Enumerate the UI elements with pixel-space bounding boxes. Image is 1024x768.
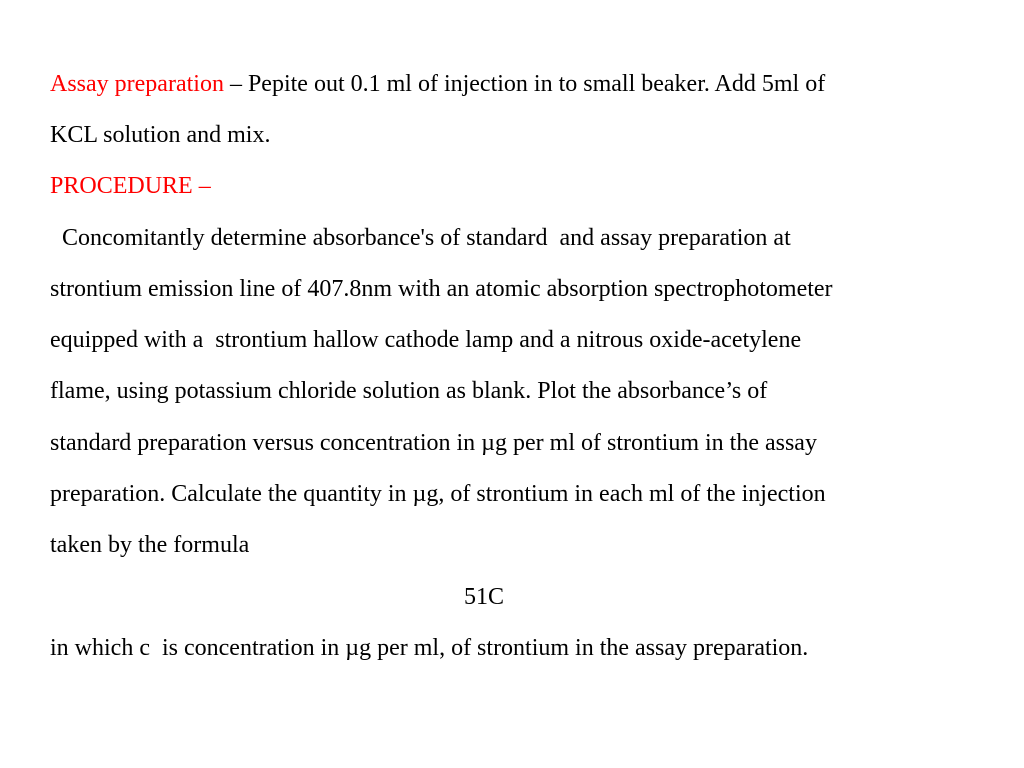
procedure-line-1: Concomitantly determine absorbance's of standard and assay preparation at [50, 225, 791, 251]
assay-preparation-text: – Pepite out 0.1 ml of injection in to small beaker. Add 5ml of [223, 71, 826, 97]
procedure-line-3: equipped with a strontium hallow cathode lamp and a nitrous oxide-acetylene [50, 327, 802, 353]
procedure-line-2: strontium emission line of 407.8nm with an atomic absorption spectrophotometer [50, 276, 833, 302]
procedure-line-7: taken by the formula [50, 532, 250, 558]
assay-paragraph-line-2: KCL solution and mix. [50, 122, 271, 148]
procedure-line-5: standard preparation versus concentration in µg per ml of strontium in the assay [50, 430, 817, 456]
assay-preparation-heading: Assay preparation [50, 71, 224, 97]
formula-explanation: in which c is concentration in µg per ml, of strontium in the assay preparation. [50, 635, 809, 661]
formula: 51C [464, 584, 505, 610]
procedure-heading: PROCEDURE – [50, 173, 211, 199]
assay-paragraph-line-1 [50, 72, 825, 96]
procedure-line-4: flame, using potassium chloride solution as blank. Plot the absorbance’s of [50, 378, 768, 404]
procedure-line-6: preparation. Calculate the quantity in µg, of strontium in each ml of the injection [50, 481, 826, 507]
